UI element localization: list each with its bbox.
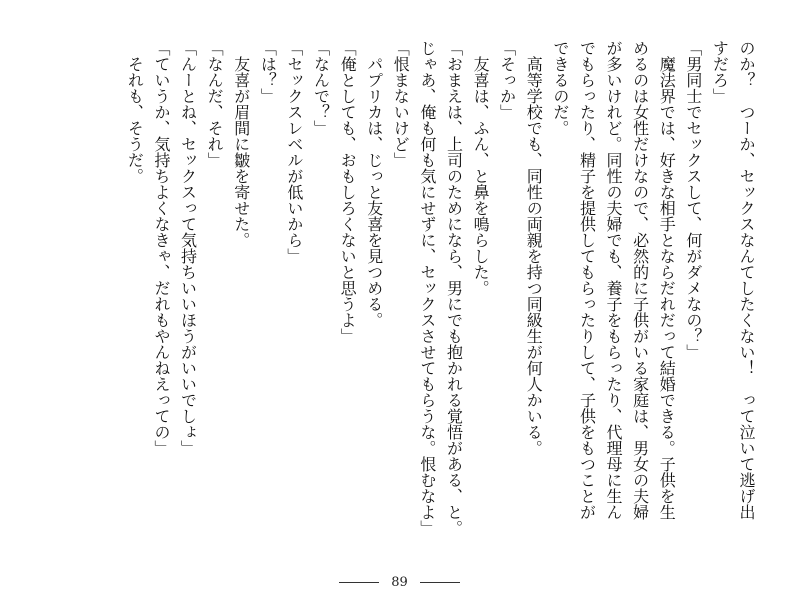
footer-rule-left <box>339 582 379 583</box>
page-footer <box>0 575 799 590</box>
text-line: 「男同士でセックスして、何がダメなの？」 <box>683 40 703 360</box>
text-line: 「なんだ、それ」 <box>205 40 225 168</box>
text-line: 「んーとね、セックスって気持ちいいほうがいいでしょ」 <box>178 40 198 456</box>
text-line: 「セックスレベルが低いから」 <box>284 40 304 264</box>
text-line: それも、そうだ。 <box>125 40 145 184</box>
text-line: 「俺としても、おもしろくないと思うよ」 <box>338 40 358 344</box>
text-line: 魔法界では、好きな相手とならだれだって結婚できる。子供を生 <box>657 40 677 520</box>
text-line: 「なんで？」 <box>311 40 331 136</box>
text-line: すだろ」 <box>710 40 730 104</box>
page-number: 89 <box>391 575 408 590</box>
text-line: パプリカは、じっと友喜を見つめる。 <box>364 40 384 328</box>
text-line: 「そっか」 <box>497 40 517 120</box>
text-line: 「恨まないけど」 <box>391 40 411 168</box>
text-line: 「ていうか、気持ちよくなきゃ、だれもやんねえっての」 <box>151 40 171 456</box>
footer-rule-right <box>420 582 460 583</box>
text-line: のか？ つーか、セックスなんてしたくない！ って泣いて逃げ出 <box>737 40 756 520</box>
text-line: でもらったり、精子を提供してもらったりして、子供をもつことが <box>577 40 597 520</box>
text-line: できるのだ。 <box>550 40 570 136</box>
text-line: 高等学校でも、同性の両親を持つ同級生が何人かいる。 <box>524 40 544 456</box>
text-line: じゃあ、俺も何も気にせずに、セックスさせてもらうな。恨むなよ」 <box>417 40 437 536</box>
text-line: が多いけれど。同性の夫婦でも、養子をもらったり、代理母に生ん <box>604 40 624 520</box>
text-line: 「は？」 <box>258 40 278 104</box>
vertical-text-block <box>121 40 759 552</box>
text-line: めるのは女性だけなので、必然的に子供がいる家庭は、男女の夫婦 <box>630 40 650 520</box>
text-line: 友喜は、ふん、と鼻を鳴らした。 <box>471 40 491 296</box>
text-line: 「おまえは、上司のためになら、男にでも抱かれる覚悟がある、と。 <box>444 40 464 536</box>
text-line: 友喜が眉間に皺を寄せた。 <box>231 40 251 248</box>
